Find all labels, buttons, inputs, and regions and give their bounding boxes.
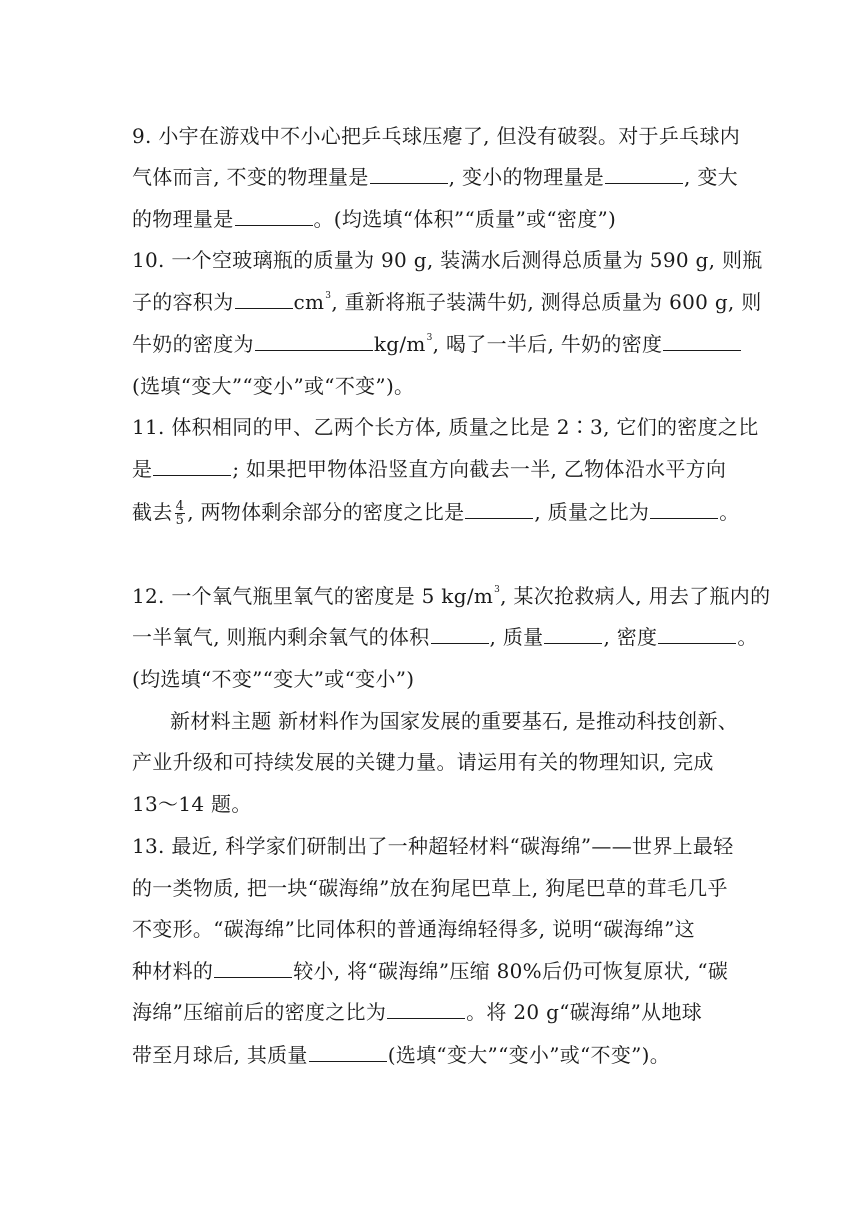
q9-text: , 变大 xyxy=(684,165,738,189)
answer-blank[interactable] xyxy=(658,625,736,644)
theme-line-1 xyxy=(170,705,738,734)
q13-text: 种材料的 xyxy=(132,959,214,983)
theme-line-3 xyxy=(132,788,252,817)
q10-line-4 xyxy=(132,370,414,399)
q12-line-1 xyxy=(132,580,770,609)
q10-line-2 xyxy=(132,286,762,315)
q13-text: 不变形。“碳海绵”比同体积的普通海绵轻得多, 说明“碳海绵”这 xyxy=(132,917,695,941)
q11-line-3 xyxy=(132,496,740,527)
unit-exponent: 3 xyxy=(325,291,332,301)
answer-blank[interactable] xyxy=(387,1000,465,1019)
q12-text: , 质量 xyxy=(489,625,544,649)
answer-blank[interactable] xyxy=(544,625,602,644)
q10-line-1 xyxy=(132,244,763,273)
q12-text: (均选填“不变”“变大”或“变小”) xyxy=(132,667,415,691)
answer-blank[interactable] xyxy=(663,332,741,351)
q11-line-2 xyxy=(132,453,726,482)
q11-text: ; 如果把甲物体沿竖直方向截去一半, 乙物体沿水平方向 xyxy=(232,457,727,481)
answer-blank[interactable] xyxy=(605,165,683,184)
q9-line-2 xyxy=(132,161,738,190)
q13-line-6 xyxy=(132,1039,670,1068)
q9-text: 气体而言, 不变的物理量是 xyxy=(132,165,369,189)
q13-text: (选填“变大”“变小”或“不变”)。 xyxy=(387,1043,671,1067)
q10-text: 10. 一个空玻璃瓶的质量为 90 g, 装满水后测得总质量为 590 g, 则瓶 xyxy=(132,248,763,272)
q9-text: 。(均选填“体积”“质量”或“密度”) xyxy=(313,207,617,231)
fraction-numerator: 4 xyxy=(175,499,185,514)
q12-text: 12. 一个氧气瓶里氧气的密度是 5 kg/m xyxy=(132,584,494,608)
q13-line-1 xyxy=(132,830,734,859)
answer-blank[interactable] xyxy=(465,500,533,519)
q11-text: 截去 xyxy=(132,500,173,524)
q10-text: (选填“变大”“变小”或“不变”)。 xyxy=(132,374,415,398)
q13-text: 。将 20 g“碳海绵”从地球 xyxy=(466,1000,703,1024)
unit-text: cm xyxy=(293,290,325,314)
answer-blank[interactable] xyxy=(650,500,718,519)
answer-blank[interactable] xyxy=(309,1043,387,1062)
theme-line-2 xyxy=(132,746,714,775)
q11-text: , 两物体剩余部分的密度之比是 xyxy=(187,500,465,524)
fraction xyxy=(175,500,186,527)
q13-text: 13. 最近, 科学家们研制出了一种超轻材料“碳海绵”——世界上最轻 xyxy=(132,834,734,858)
q13-text: 的一类物质, 把一块“碳海绵”放在狗尾巴草上, 狗尾巴草的茸毛几乎 xyxy=(132,876,728,900)
unit-exponent: 3 xyxy=(494,585,501,595)
q12-text: 。 xyxy=(737,625,758,649)
q12-text: , 密度 xyxy=(603,625,658,649)
answer-blank[interactable] xyxy=(370,165,448,184)
q13-text: 带至月球后, 其质量 xyxy=(132,1043,308,1067)
q12-text: , 某次抢救病人, 用去了瓶内的 xyxy=(500,584,771,608)
fraction-denominator: 5 xyxy=(175,513,185,528)
q11-text: 11. 体积相同的甲、乙两个长方体, 质量之比是 2∶3, 它们的密度之比 xyxy=(132,415,759,439)
q13-text: 较小, 将“碳海绵”压缩 80%后仍可恢复原状, “碳 xyxy=(293,959,729,983)
q9-line-3 xyxy=(132,203,616,232)
q13-text: 海绵”压缩前后的密度之比为 xyxy=(132,1000,387,1024)
q9-line-1 xyxy=(132,120,740,149)
q13-line-3 xyxy=(132,913,695,942)
q12-line-3 xyxy=(132,663,414,692)
answer-blank[interactable] xyxy=(235,207,313,226)
q12-line-2 xyxy=(132,621,758,650)
answer-blank[interactable] xyxy=(255,332,373,351)
theme-text: 13～14 题。 xyxy=(132,792,252,816)
q10-text: , 重新将瓶子装满牛奶, 测得总质量为 600 g, 则 xyxy=(331,290,762,314)
answer-blank[interactable] xyxy=(431,625,489,644)
q13-line-2 xyxy=(132,872,728,901)
q10-text: 子的容积为 xyxy=(132,290,234,314)
answer-blank[interactable] xyxy=(214,959,292,978)
q9-text: 9. 小宇在游戏中不小心把乒乓球压瘪了, 但没有破裂。对于乒乓球内 xyxy=(132,124,741,148)
q11-text: 。 xyxy=(719,500,740,524)
theme-text: 产业升级和可持续发展的关键力量。请运用有关的物理知识, 完成 xyxy=(132,750,714,774)
unit-text: kg/m xyxy=(373,332,426,356)
q11-text: 是 xyxy=(132,457,153,481)
q13-line-5 xyxy=(132,996,702,1025)
q10-text: 牛奶的密度为 xyxy=(132,332,254,356)
answer-blank[interactable] xyxy=(153,457,231,476)
q11-line-1 xyxy=(132,411,759,440)
q11-text: , 质量之比为 xyxy=(534,500,650,524)
q9-text: , 变小的物理量是 xyxy=(448,165,605,189)
q13-line-4 xyxy=(132,955,728,984)
unit-exponent: 3 xyxy=(426,333,433,343)
q9-text: 的物理量是 xyxy=(132,207,234,231)
theme-text: 新材料主题 新材料作为国家发展的重要基石, 是推动科技创新、 xyxy=(170,709,739,733)
answer-blank[interactable] xyxy=(235,290,293,309)
q10-text: , 喝了一半后, 牛奶的密度 xyxy=(432,332,663,356)
q10-line-3 xyxy=(132,328,742,357)
q12-text: 一半氧气, 则瓶内剩余氧气的体积 xyxy=(132,625,430,649)
